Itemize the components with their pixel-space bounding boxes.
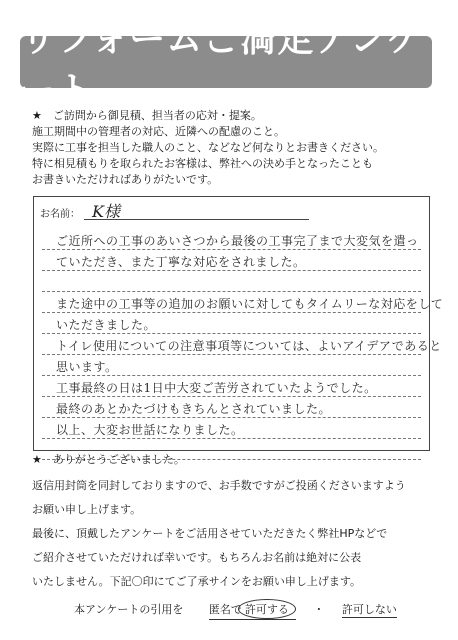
response-line: [42, 397, 421, 418]
page-title: リフォームご満足アンケート: [20, 19, 424, 111]
intro-line: お書きいただければありがたいです。: [32, 173, 219, 186]
thanks-text: ★ ありがとうございました。: [32, 453, 185, 466]
response-box: [33, 196, 444, 451]
name-label: お名前：: [40, 209, 80, 220]
response-text: ご近所への工事のあいさつから最後の工事完了まで大変気を遣っ: [56, 234, 419, 248]
response-text: 思います。: [56, 360, 118, 374]
intro-text: [32, 108, 384, 188]
response-text: いただきました。: [56, 318, 157, 332]
consent-allow-option[interactable]: [209, 599, 296, 620]
consent-prefix: 本アンケートの引用を: [74, 603, 184, 616]
response-line: [42, 229, 421, 250]
response-text: ていただき、また丁寧な対応をされました。: [56, 255, 306, 269]
closing-line: ご紹介させていただければ幸いです。もちろんお名前は絶対に公表: [32, 551, 362, 564]
consent-allow-prefix: 匿名で: [208, 603, 242, 616]
response-line: [42, 313, 421, 334]
intro-line: 施工期間中の管理者の対応、近隣への配慮のこと。: [32, 125, 285, 138]
closing-line: 最後に、頂戴したアンケートをご活用させていただきたく弊社HPなどで: [32, 527, 388, 540]
closing-line: いたしません。下記〇印にてご了承サインをお願い申し上げます。: [32, 575, 362, 588]
response-line: [42, 292, 444, 313]
intro-line: 特に相見積もりを取られたお客様は、弊社への決め手となったことも: [32, 157, 373, 170]
title-banner: [20, 19, 432, 111]
response-text: 以上、大変お世話になりました。: [56, 423, 244, 437]
name-underline: [84, 219, 309, 220]
response-text: また途中の工事等の追加のお願いに対してもタイムリーな対応をして: [56, 297, 444, 311]
closing-text: [32, 474, 406, 594]
response-line: [42, 355, 421, 376]
response-line: [42, 271, 421, 292]
response-line: [42, 376, 421, 397]
closing-line: 返信用封筒を同封しておりますので、お手数ですがご投函くださいますよう: [32, 479, 406, 492]
intro-line: 実際に工事を担当した職人のこと、などなど何なりとお書きください。: [32, 141, 384, 154]
handwritten-response: [34, 229, 444, 460]
intro-line: ★ ご訪問から御見積、担当者の応対・提案。: [32, 109, 262, 122]
consent-separator: ・: [313, 603, 325, 616]
consent-allow-circled: 許可する: [238, 599, 296, 619]
name-value: K様: [92, 202, 120, 221]
response-text: 工事最終の日は1日中大変ご苦労されていたようでした。: [56, 381, 377, 395]
response-text: トイレ使用についての注意事項等については、よいアイデアであると: [56, 339, 442, 353]
response-line: [42, 250, 421, 271]
response-line: [42, 334, 442, 355]
closing-line: お願い申し上げます。: [32, 503, 142, 516]
response-text: 最終のあとかたづけもきちんとされていました。: [56, 402, 332, 416]
response-line: [42, 418, 421, 439]
consent-row: [74, 599, 397, 620]
consent-deny-option[interactable]: 許可しない: [341, 603, 397, 616]
